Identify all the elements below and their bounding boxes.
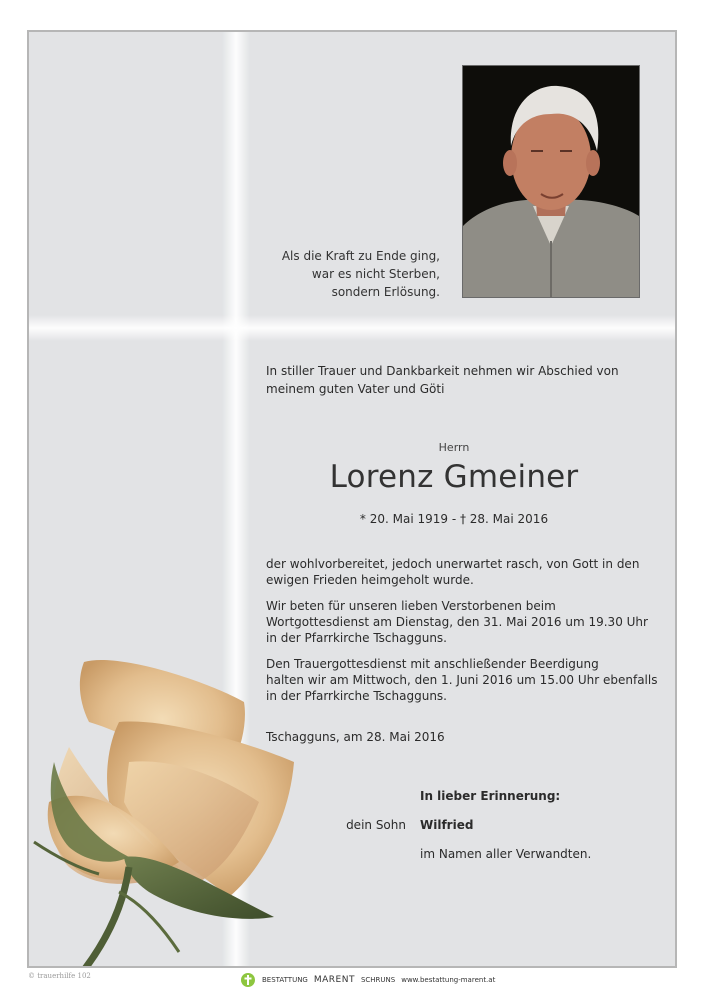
paragraph-line: ewigen Frieden heimgeholt wurde.	[266, 573, 474, 587]
relation-label: dein Sohn	[346, 818, 406, 832]
paragraph-passing	[266, 556, 639, 588]
paragraph-line: der wohlvorbereitet, jedoch unerwartet rasch, von Gott in den	[266, 557, 640, 571]
quote-line: Als die Kraft zu Ende ging,	[281, 249, 440, 263]
paragraph-line: in der Pfarrkirche Tschagguns.	[266, 689, 447, 703]
paragraph-prayer-service	[266, 598, 648, 646]
person-silhouette	[463, 66, 639, 297]
salutation: Herrn	[438, 441, 470, 454]
intro-line: meinem guten Vater und Göti	[266, 382, 445, 396]
intro-text	[266, 362, 619, 398]
memorial-quote	[282, 247, 440, 301]
family-line: im Namen aller Verwandten.	[420, 847, 592, 861]
portrait-photo	[462, 65, 640, 298]
obituary-card	[27, 30, 677, 968]
memory-heading: In lieber Erinnerung:	[420, 789, 561, 803]
cross-horizontal-beam	[29, 315, 675, 341]
footer-prefix: BESTATTUNG	[262, 976, 308, 984]
paragraph-line: Wortgottesdienst am Dienstag, den 31. Mai 2016 um 19.30 Uhr	[266, 615, 648, 629]
footer-website[interactable]: www.bestattung-marent.at	[401, 976, 496, 984]
life-dates: * 20. Mai 1919 - † 28. Mai 2016	[359, 512, 549, 526]
son-name: Wilfried	[420, 818, 474, 832]
deceased-name: Lorenz Gmeiner	[329, 459, 579, 495]
quote-line: war es nicht Sterben,	[311, 267, 440, 281]
funeral-home-logo-icon	[240, 972, 256, 988]
paragraph-line: Den Trauergottesdienst mit anschließender Beerdigung	[266, 657, 599, 671]
copyright-note: © trauerhilfe 102	[28, 972, 91, 980]
paragraph-line: in der Pfarrkirche Tschagguns.	[266, 631, 447, 645]
paragraph-line: Wir beten für unseren lieben Verstorbenen beim	[266, 599, 556, 613]
intro-line: In stiller Trauer und Dankbarkeit nehmen wir Abschied von	[266, 364, 619, 378]
funeral-home-footer	[240, 971, 501, 989]
place-date: Tschagguns, am 28. Mai 2016	[266, 730, 445, 744]
footer-brand: MARENT	[313, 975, 355, 985]
paragraph-line: halten wir am Mittwoch, den 1. Juni 2016 um 15.00 Uhr ebenfalls	[266, 673, 658, 687]
quote-line: sondern Erlösung.	[331, 285, 440, 299]
footer-town: SCHRUNS	[360, 976, 396, 984]
paragraph-funeral-service	[266, 656, 657, 704]
